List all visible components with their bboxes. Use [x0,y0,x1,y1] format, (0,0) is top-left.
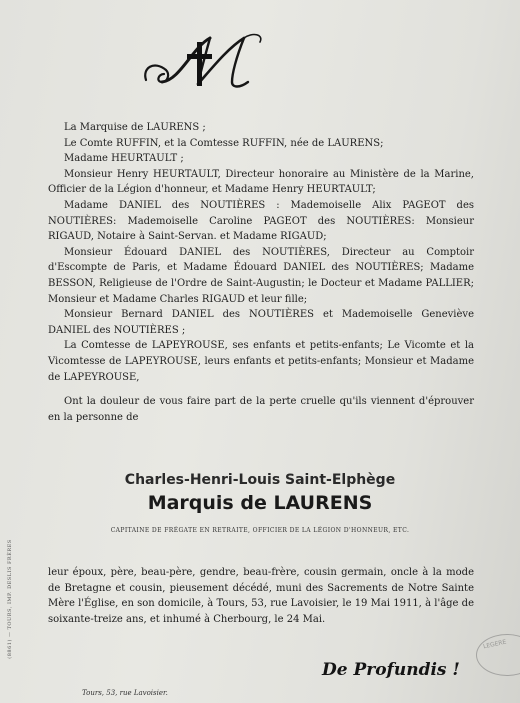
deceased-given-names: Charles-Henri-Louis Saint-Elphège [124,472,396,488]
mourner-line: Madame HEURTAULT ; [64,153,184,165]
mourner-line: Monsieur Édouard DANIEL des NOUTIÈRES, Directeur au Comptoir d'Escompte de Paris, et Madame Édouard DANIEL des NOUTIÈRES; Madame BESSON, Religieuse de l'Ordre de Saint-Augustin; le Docteur et Madame PALLIER; Monsieur et Madame Charles RIGAUD et leur fille; [48,246,474,305]
mourner-line: La Comtesse de LAPEYROUSE, ses enfants et petits-enfants; Le Vicomte et la Vicomtesse de LAPEYROUSE, leurs enfants et petits-enfants; Monsieur et Madame de LAPEYROUSE, [48,340,474,383]
relationship-text: leur époux, père, beau-père, gendre, beau-frère, cousin germain, oncle à la mode de Bretagne et cousin, pieusement décédé, muni des Sacrements de Notre Sainte Mère l'Église, en son domicile, à Tours, 53, rue Lavoisier, le 19 Mai 1911, à l'âge de soixante-treize ans, et inhumé à Cherbourg, le 24 Mai. [48,567,474,625]
return-address: Tours, 53, rue Lavoisier. [82,689,168,697]
mourner-line: Monsieur Bernard DANIEL des NOUTIÈRES et Mademoiselle Geneviève DANIEL des NOUTIÈRES ; [48,309,474,336]
closing-prayer: De Profundis ! [322,660,460,680]
printer-mark [4,522,16,682]
mourner-line: Monsieur Henry HEURTAULT, Directeur honoraire au Ministère de la Marine, Officier de la Légion d'honneur, et Madame Henry HEURTAULT; [48,168,474,196]
mourner-line: La Marquise de LAURENS ; [64,122,206,133]
announcement-text: Ont la douleur de vous faire part de la perte cruelle qu'ils viennent d'éprouver en la personne de [48,396,474,423]
deceased-rank: CAPITAINE DE FRÉGATE EN RETRAITE, OFFICIER DE LA LÉGION D'HONNEUR, ETC. [110,527,410,534]
monogram-cross-icon [140,30,270,100]
deceased-title-name: Marquis de LAURENS [147,492,373,514]
postal-stamp [476,634,520,676]
stamp-text: LEGERE [482,638,508,651]
printer-mark-text: (8861) — TOURS, IMP. DESLIS FRÈRES [7,539,13,659]
mourner-line: Le Comte RUFFIN, et la Comtesse RUFFIN, née de LAURENS; [64,137,384,149]
mourner-line: Madame DANIEL des NOUTIÈRES : Mademoiselle Alix PAGEOT des NOUTIÈRES: Mademoiselle Caroline PAGEOT des NOUTIÈRES: Monsieur RIGAUD, Notaire à Saint-Servan. et Madame RIGAUD; [48,199,474,243]
mourners-list [48,120,474,385]
